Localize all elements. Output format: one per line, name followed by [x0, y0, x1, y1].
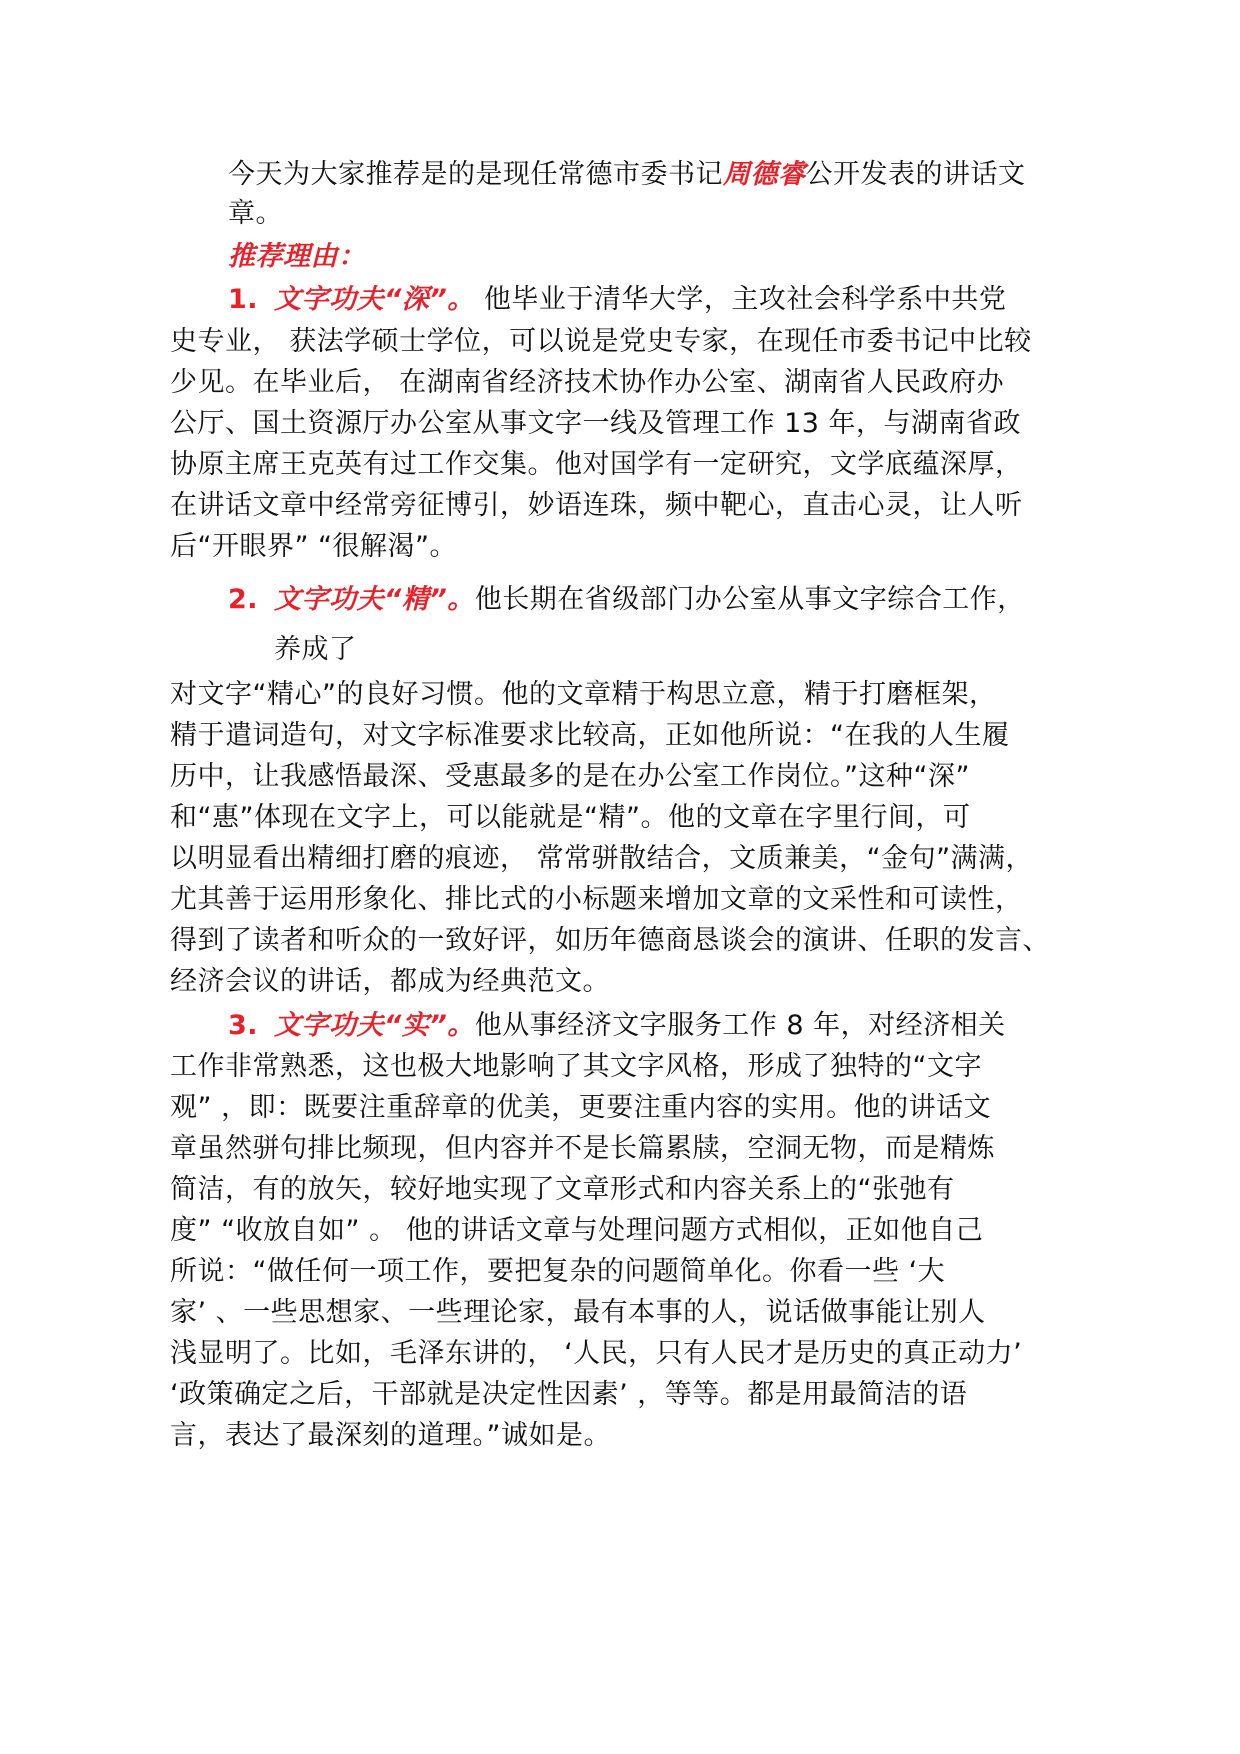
section-2-first-line: 他长期在省级部门办公室从事文字综合工作， — [474, 584, 1025, 615]
section-3-line: ‘政策确定之后，干部就是决定性因素’ ，等等。都是用最简洁的语 — [170, 1379, 968, 1410]
section-2-line: 和“惠”体现在文字上，可以能就是“精”。他的文章在字里行间，可 — [170, 802, 971, 833]
section-3-line: 章虽然骈句排比频现，但内容并不是长篇累牍，空洞无物，而是精炼 — [170, 1133, 995, 1164]
section-1-title: 文字功夫“深”。 — [274, 284, 475, 315]
intro-line-1 — [228, 155, 1026, 195]
intro-line-2: 章。 — [228, 198, 283, 229]
section-3-line: 简洁，有的放矢，较好地实现了文章形式和内容关系上的“张弛有 — [170, 1174, 955, 1205]
section-1-line: 公厅、国土资源厅办公室从事文字一线及管理工作 13 年，与湖南省政 — [170, 408, 1022, 439]
section-3-line: 浅显明了。比如，毛泽东讲的， ‘人民，只有人民才是历史的真正动力’ — [170, 1338, 1023, 1369]
section-2-line: 历中，让我感悟最深、受惠最多的是在办公室工作岗位。”这种“深” — [170, 761, 970, 792]
reason-heading: 推荐理由： — [228, 241, 366, 272]
section-3-line: 家’ 、一些思想家、一些理论家，最有本事的人，说话做事能让别人 — [170, 1297, 986, 1328]
section-2-number: 2. — [228, 584, 259, 615]
intro-text: 今天为大家推荐是的是现任常德市委书记 — [228, 159, 723, 190]
section-1-line: 史专业， 获法学硕士学位，可以说是党史专家，在现任市委书记中比较 — [170, 326, 1032, 357]
section-2-line: 以明显看出精细打磨的痕迹， 常常骈散结合，文质兼美，“金句”满满， — [170, 843, 1034, 874]
section-3-title: 文字功夫“实”。 — [274, 1010, 475, 1041]
section-1-line: 后“开眼界” “很解渴”。 — [170, 531, 458, 562]
section-1-first-line: 他毕业于清华大学，主攻社会科学系中共党 — [474, 284, 1007, 315]
section-3-line: 工作非常熟悉，这也极大地影响了其文字风格，形成了独特的“文字 — [170, 1051, 982, 1082]
section-3-line: 所说：“做任何一项工作，要把复杂的问题简单化。你看一些 ‘大 — [170, 1256, 946, 1287]
section-1-line: 少见。在毕业后， 在湖南省经济技术协作办公室、湖南省人民政府办 — [170, 367, 1005, 398]
section-1-heading-line — [228, 280, 1006, 320]
section-3-line: 度” “收放自如” 。 他的讲话文章与处理问题方式相似，正如他自己 — [170, 1215, 984, 1246]
section-2-heading-line — [228, 580, 1025, 620]
section-2-line: 对文字“精心”的良好习惯。他的文章精于构思立意，精于打磨框架， — [170, 679, 997, 710]
section-2-title: 文字功夫“精”。 — [274, 584, 475, 615]
section-3-line: 言，表达了最深刻的道理。”诚如是。 — [170, 1420, 611, 1451]
section-3-line: 观” ，即：既要注重辞章的优美，更要注重内容的实用。他的讲话文 — [170, 1092, 992, 1123]
section-1-line: 协原主席王克英有过工作交集。他对国学有一定研究，文学底蕴深厚， — [170, 449, 1023, 480]
section-3-heading-line — [228, 1006, 1006, 1046]
section-2-line: 得到了读者和听众的一致好评，如历年德商恳谈会的演讲、任职的发言、 — [170, 925, 1050, 956]
section-1-line: 在讲话文章中经常旁征博引，妙语连珠，频中靶心，直击心灵，让人听 — [170, 490, 1023, 521]
intro-text-continued: 公开发表的讲话文 — [805, 159, 1026, 190]
section-3-first-line: 他从事经济文字服务工作 8 年，对经济相关 — [474, 1010, 1006, 1041]
section-2-line: 养成了 — [274, 634, 357, 665]
highlighted-name: 周德睿 — [723, 159, 806, 190]
section-2-line: 尤其善于运用形象化、排比式的小标题来增加文章的文采性和可读性， — [170, 884, 1023, 915]
section-3-number: 3. — [228, 1010, 259, 1041]
section-2-line: 精于遣词造句，对文字标准要求比较高，正如他所说：“在我的人生履 — [170, 720, 1010, 751]
section-2-line: 经济会议的讲话，都成为经典范文。 — [170, 966, 610, 997]
section-1-number: 1. — [228, 284, 259, 315]
